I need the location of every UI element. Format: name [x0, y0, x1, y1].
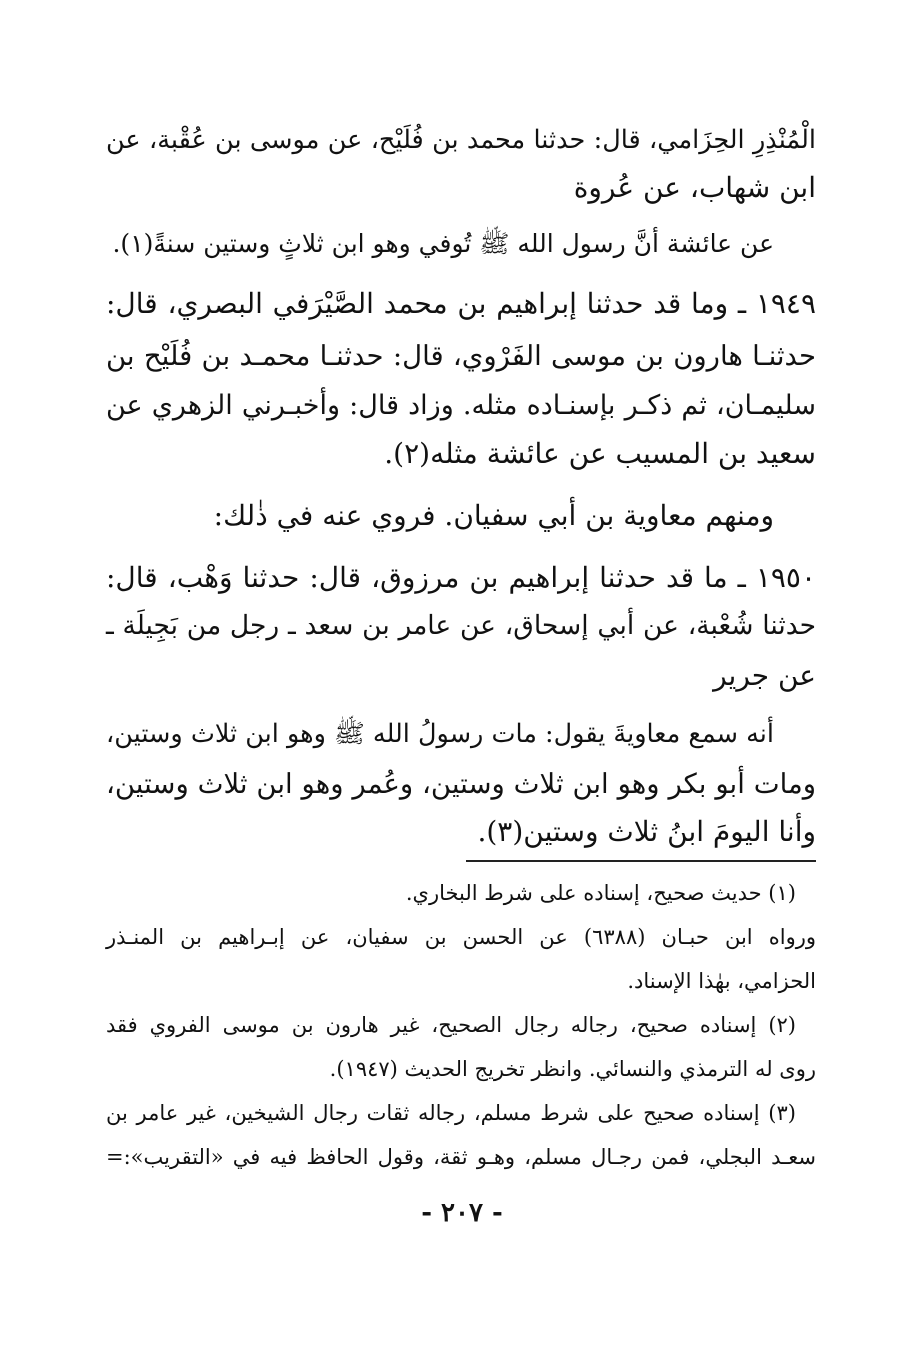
footnote-line-6: (٣) إسناده صحيح على شرط مسلم، رجاله ثقات رجال الشيخين، غير عامر بن	[106, 1101, 796, 1125]
text-line-7: سعيد بن المسيب عن عائشة مثله(٢).	[384, 437, 816, 470]
footnote-line-2: ورواه ابن حبـان (٦٣٨٨) عن الحسن بن سفيان، عن إبـراهيم بن المنـذر	[106, 925, 816, 949]
footnote-line-3: الحزامي، بهٰذا الإسناد.	[627, 969, 816, 993]
footnote-line-7: سعـد البجلي، فمن رجـال مسلم، وهـو ثقة، وقول الحافظ فيه في «التقريب»:=	[106, 1145, 816, 1169]
footnote-separator	[466, 860, 816, 862]
footnote-line-4: (٢) إسناده صحيح، رجاله رجال الصحيح، غير هارون بن موسى الفروي فقد	[106, 1013, 796, 1037]
page-number: - ٢٠٧ -	[421, 1198, 503, 1228]
text-line-10: حدثنا شُعْبة، عن أبي إسحاق، عن عامر بن سعد ـ رجل من بَجِيلَة ـ	[106, 610, 816, 641]
text-line-13: ومات أبو بكر وهو ابن ثلاث وستين، وعُمر وهو ابن ثلاث وستين،	[106, 768, 816, 800]
text-line-2: ابن شهاب، عن عُروة	[573, 171, 816, 204]
footnote-line-5: روى له الترمذي والنسائي. وانظر تخريج الحديث (١٩٤٧).	[329, 1057, 816, 1081]
text-line-1: الْمُنْذِرِ الحِزَامي، قال: حدثنا محمد بن فُلَيْح، عن موسى بن عُقْبة، عن	[106, 125, 816, 155]
text-line-5: حدثنـا هارون بن موسى الفَرْوي، قال: حدثنـا محمـد بن فُلَيْح بن	[106, 340, 816, 372]
text-line-3: عن عائشة أنَّ رسول الله ﷺ تُوفي وهو ابن ثلاثٍ وستين سنةً(١).	[112, 229, 774, 258]
text-line-8: ومنهم معاوية بن أبي سفيان. فروي عنه في ذٰلك:	[213, 499, 774, 532]
text-line-12: أنه سمع معاويةَ يقول: مات رسولُ الله ﷺ وهو ابن ثلاث وستين،	[106, 719, 774, 749]
footnote-line-1: (١) حديث صحيح، إسناده على شرط البخاري.	[405, 881, 796, 905]
text-line-6: سليمـان، ثم ذكـر بإسنـاده مثله. وزاد قال: وأخبـرني الزهري عن	[106, 390, 816, 421]
text-line-9: ١٩٥٠ ـ ما قد حدثنا إبراهيم بن مرزوق، قال: حدثنا وَهْب، قال:	[106, 561, 816, 594]
text-line-4: ١٩٤٩ ـ وما قد حدثنا إبراهيم بن محمد الصَّيْرَفي البصري، قال:	[106, 287, 816, 320]
text-line-14: وأنا اليومَ ابنُ ثلاث وستين(٣).	[477, 815, 816, 848]
text-line-11: عن جرير	[713, 659, 816, 692]
